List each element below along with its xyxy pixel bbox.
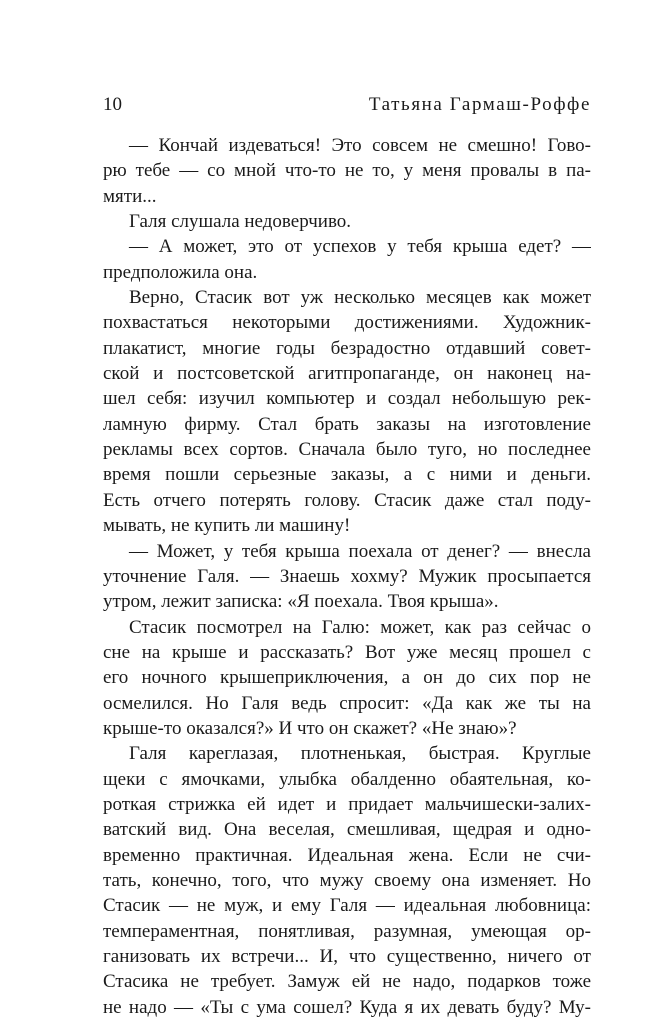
text-line: уточнение Галя. — Знаешь хохму? Мужик просыпается	[103, 565, 591, 587]
text-line: сне на крыше и рассказать? Вот уже месяц прошел с	[103, 641, 591, 663]
text-line: ганизовать их встречи... И, что существенно, ничего от	[103, 946, 591, 967]
text-line: плакатист, многие годы безрадостно отдавший совет-	[103, 337, 591, 359]
text-line: ватский вид. Она веселая, смешливая, щедрая и одно-	[103, 819, 591, 841]
text-line: время пошли серьезные заказы, а с ними и деньги.	[103, 464, 591, 486]
text-line: Стасик — не муж, и ему Галя — идеальная любовница:	[103, 895, 591, 917]
page-number: 10	[103, 94, 122, 115]
text-line: тать, конечно, того, что мужу своему она изменяет. Но	[103, 869, 591, 891]
page-header	[103, 92, 591, 118]
text-line: Стасик посмотрел на Галю: может, как раз сейчас о	[129, 616, 591, 638]
text-line: утром, лежит записка: «Я поехала. Твоя крыша».	[103, 591, 499, 613]
text-line: темпераментная, понятливая, разумная, умеющая ор-	[103, 920, 591, 942]
text-line: временно практичная. Идеальная жена. Если не счи-	[103, 844, 591, 866]
text-line: похвастаться некоторыми достижениями. Художник-	[103, 312, 591, 334]
running-head-author: Татьяна Гармаш-Роффе	[368, 94, 591, 115]
text-line: рекламы всех сортов. Сначала было туго, но последнее	[103, 439, 591, 461]
text-line: осмелился. Но Галя ведь спросит: «Да как же ты на	[103, 692, 591, 714]
text-line: ской и постсоветской агитпропаганде, он наконец на-	[103, 363, 591, 385]
text-line: — Может, у тебя крыша поехала от денег? — внесла	[129, 540, 591, 562]
text-line: щеки с ямочками, улыбка обалденно обаятельная, ко-	[103, 768, 591, 790]
text-line: его ночного крышеприключения, а он до сих пор не	[103, 667, 591, 689]
text-line: шел себя: изучил компьютер и создал небольшую рек-	[103, 388, 591, 410]
text-line: — А может, это от успехов у тебя крыша едет? —	[129, 236, 591, 258]
text-line: Галя кареглазая, плотненькая, быстрая. Круглые	[129, 743, 591, 765]
text-line: — Кончай издеваться! Это совсем не смешно! Гово-	[129, 135, 591, 156]
text-line: роткая стрижка ей идет и придает мальчишески-залих-	[103, 793, 591, 815]
text-line: предположила она.	[103, 261, 258, 283]
text-line: мяти...	[103, 185, 157, 207]
text-line: Есть отчего потерять голову. Стасик даже стал поду-	[103, 489, 591, 511]
text-line: Верно, Стасик вот уж несколько месяцев как может	[129, 287, 591, 309]
body-text	[103, 133, 591, 1020]
text-line: Стасика не требует. Замуж ей не надо, подарков тоже	[103, 971, 591, 993]
text-line: крыше-то оказался?» И что он скажет? «Не знаю»?	[103, 717, 517, 739]
text-line: не надо — «Ты с ума сошел? Куда я их девать буду? Му-	[103, 996, 591, 1018]
text-line: рю тебе — со мной что-то не то, у меня провалы в па-	[103, 160, 591, 182]
text-line: Галя слушала недоверчиво.	[129, 211, 352, 233]
text-line: мывать, не купить ли машину!	[103, 515, 351, 537]
text-line: ламную фирму. Стал брать заказы на изготовление	[103, 413, 591, 435]
